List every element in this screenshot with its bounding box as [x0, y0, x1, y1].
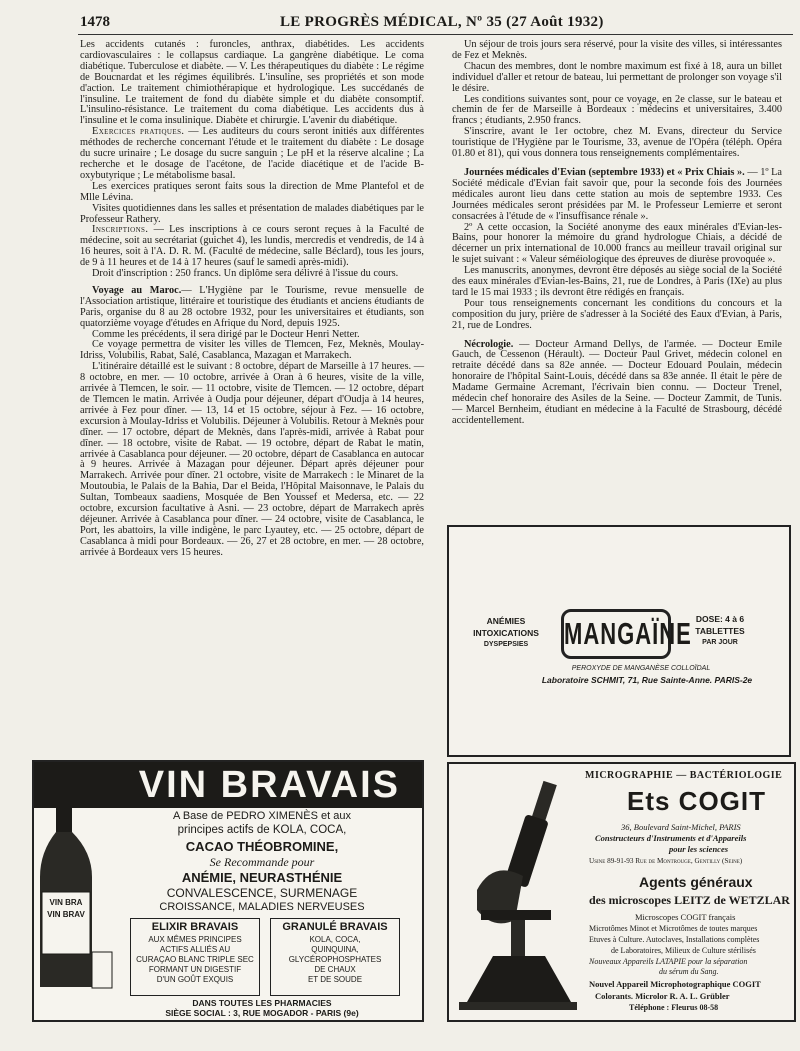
cogit-leitz: des microscopes LEITZ de WETZLAR [589, 893, 790, 907]
paragraph: Visites quotidiennes dans les salles et présentation de malades diabétiques par le Professeur Rathery. [80, 202, 424, 225]
elixir-text: FORMANT UN DIGESTIF [148, 965, 242, 974]
elixir-text: AUX MÊMES PRINCIPES [148, 935, 242, 944]
microscope-icon [453, 780, 583, 1012]
granule-text: QUINQUINA, [311, 945, 359, 954]
paragraph: Les manuscrits, anonymes, devront être déposés au siège social de la Société des eaux minérales d'Evian-les-Bains, 21, rue de Londres, à Paris (IXe) au plus tard le 15 mai 1933 ; ils devront être rédigés en français. [452, 265, 782, 298]
paragraph: Chacun des membres, dont le nombre maximum est fixé à 18, aura un billet individuel d'aller et retour de bateau, lui permettant de prolonger son voyage s'il le désire. [452, 60, 782, 94]
paragraph-text: — Les inscriptions à ce cours seront reçues à la Faculté de médecine, soit au secrétariat (guichet 4), les lundis, mercredis et vendredis, de 14 à 16 heures, soit à l'A. D. R. M. (Faculté de médecine, salle Béclard), tous les jours, de 9 à 11 heures et de 14 à 17 heures (sauf le samedi après-midi). [80, 224, 424, 269]
mangaine-advertisement [447, 525, 791, 757]
right-column [452, 40, 782, 427]
vin-text-line: principes actifs de KOLA, COCA, [177, 824, 347, 836]
paragraph-text: — 1º La Société médicale d'Evian fait savoir que, pour la seconde fois des Journées médicales auront lieu dans cette station au mois de septembre 1933. Ces Journées médicales seront présidées par M. le Professeur Lemierre et seront consacrées à l'étude de « l'insuffisance rénale ». [452, 166, 782, 222]
vin-footer [112, 998, 412, 1018]
paragraph-text: — L'Hygiène par le Tourisme, revue mensuelle de l'Association artistique, littéraire et touristique des étudiants et anciens étudiants de Paris, organise du 8 au 28 octobre 1932, pour les universitaires et étudiants, son quatorzième voyage d'études en Afrique du Nord, depuis 1925. [80, 284, 424, 329]
cogit-text: Nouveaux Appareils LATAPIE pour la séparation [589, 957, 748, 966]
mangaine-dosage [677, 613, 763, 649]
granule-text: DE CHAUX [314, 965, 356, 974]
section-heading: Voyage au Maroc. [92, 284, 182, 296]
page-header [80, 8, 780, 34]
elixir-box [130, 918, 260, 996]
brand-name: MANGAÏNE [564, 615, 692, 651]
indication-text: DYSPEPSIES [483, 641, 529, 648]
paragraph: Un séjour de trois jours sera réservé, pour la visite des villes, si intéressantes de Fez et Meknès. [452, 39, 782, 61]
paragraph: Droit d'inscription : 250 francs. Un diplôme sera délivré à l'issue du cours. [92, 268, 399, 280]
cogit-heading: MICROGRAPHIE — BACTÉRIOLOGIE [585, 770, 783, 781]
dosage-text: PAR JOUR [702, 639, 738, 646]
bottle-label [42, 897, 90, 921]
page-number: 1478 [80, 14, 110, 30]
paragraph [80, 225, 424, 269]
cogit-text: de Laboratoires, Milieux de Culture stérilisés [611, 946, 756, 955]
paragraph: Pour tous renseignements concernant les conditions du concours et la composition du jury, prière de s'adresser à la Société des Eaux d'Evian, à Paris, 21, rue de Londres. [452, 297, 782, 331]
elixir-text: D'UN GOÛT EXQUIS [156, 975, 234, 984]
vin-bravais-advertisement [32, 760, 424, 1022]
wine-bottle-icon [36, 782, 114, 992]
paragraph-text: — Docteur Armand Dellys, de l'armée. — Docteur Emile Gauch, de Cessenon (Hérault). — Docteur Paul Grivet, médecin colonel en retraite décédé dans sa 82e année. — Docteur Edouard Poulain, médecin honoraire de l'hôpital Saint-Louis, décédé dans sa 83e année. Il était le père de Madame Germaine Acremant, l'écrivain bien connu. — Docteur Trenel, médecin chef honoraire des Asiles de la Seine. — Docteur Zammit, de Tunis. — Marcel Bernheim, étudiant en médecine à la Faculté de Strasbourg, décédé accidentellement. [452, 338, 782, 426]
dosage-text: TABLETTES [695, 626, 745, 636]
section-heading: Exercices pratiques. [92, 126, 185, 138]
granule-text: GLYCÉROPHOSPHATES [288, 955, 382, 964]
paragraph: Comme les précédents, il sera dirigé par le Docteur Henri Netter. [92, 328, 360, 340]
paragraph: Les exercices pratiques seront faits sous la direction de Mme Plantefol et de Mlle Lévina. [80, 180, 424, 203]
cogit-text: Usine 89-91-93 Rue de Montrouge, Gentilly (Seine) [589, 857, 743, 865]
section-heading: Nécrologie. [464, 338, 514, 350]
paragraph-text: — Les auditeurs du cours seront initiés aux différentes méthodes de recherche concernant l'étude et le traitement du diabète : Le dosage du sucre urinaire ; Le dosage du sucre sanguin ; Le pH et la réserve alcaline ; La recherche et le dosage de l'acétone, de l'acide diacétique et de l'acide B-oxybutyrique ; Le métabolisme basal. [80, 126, 424, 181]
granule-text: ET DE SOUDE [307, 975, 363, 984]
bottle-label-text: VIN BRA [49, 898, 83, 907]
header-rule [78, 34, 793, 35]
elixir-text: ACTIFS ALLIÉS AU [159, 945, 231, 954]
mangaine-subtitle: PEROXYDE DE MANGANÈSE COLLOÏDAL [571, 665, 711, 672]
elixir-heading: ELIXIR BRAVAIS [151, 921, 239, 933]
cogit-phone: Téléphone : Fleurus 08-58 [629, 1003, 719, 1012]
cogit-text: Etuves à Culture. Autoclaves, Installations complètes [589, 935, 760, 944]
section-heading: Inscriptions. [92, 224, 149, 236]
vin-text-line: ANÉMIE, NEURASTHÉNIE [181, 870, 343, 885]
granule-text: KOLA, COCA, [309, 935, 361, 944]
cogit-text: pour les sciences [669, 844, 729, 854]
paragraph: L'itinéraire détaillé est le suivant : 8 octobre, départ de Marseille à 17 heures. — 8 octobre, en mer. — 10 octobre, arrivée à Oran à 6 heures, visite de la ville, arrivée à Tlemcen, le soir. — 11 octobre, visite de Tlemcen. — 12 octobre, départ de Tlemcen le matin. Arrivée à Oudja pour déjeuner, départ d'Oudja à 14 heures, arrivée à Fez pour dîner. — 13, 14 et 15 octobre, séjour à Fez. — 16 octobre, excursion à Moulay-Idriss et Volubilis. Déjeuner à Volubilis. Retour à Meknès pour dîner. — 17 octobre, départ de Meknès, dans l'après-midi, arrivée à Rabat pour dîner. — 18 octobre, visite de Rabat. — 19 octobre, départ de Rabat le matin, arrivée à Casablanca pour déjeuner. — 20 octobre, départ de Casablanca en autocar à 9 heures. Arrivée à Mazagan pour déjeuner. Départ après déjeuner pour Marrakech. Arrivée pour dîner. 21 octobre, visite de Marrakech : le Minaret de la Moutoubia, le Palais de la Bahia, Dar el Beida, l'Hôpital Maisonnave, le Palais du Sultan, Tombeaux saadiens, Mosquée de Ben Youssef et Medersa, etc. — 22 octobre, excursion facultative à Asni. — 23 octobre, départ de Marrakech après déjeuner. Arrivée à Casablanca pour dîner. — 24 octobre, visite de Casablanca, le Port, les abattoirs, la ville indigène, le parc Lyautey, etc. — 25 octobre, départ de Casablanca à midi pour Bordeaux. — 26, 27 et 28 octobre, en mer. — 28 octobre, arrivée à Bordeaux vers 15 heures. [80, 361, 424, 558]
elixir-text: CURAÇAO BLANC TRIPLE SEC [136, 955, 254, 964]
cogit-text: Microtômes Minot et Microtômes de toutes marques [589, 924, 758, 933]
paragraph: Ce voyage permettra de visiter les villes de Tlemcen, Fez, Meknès, Moulay-Idriss, Volubilis, Rabat, Salé, Casablanca, Mazagan et Marrakech. [80, 339, 424, 362]
vin-bravais-title: VIN BRAVAIS [34, 762, 422, 808]
cogit-advertisement [447, 762, 796, 1022]
vin-footer-text: SIÈGE SOCIAL : 3, RUE MOGADOR - PARIS (9e) [165, 1008, 359, 1018]
indication-text: INTOXICATIONS [473, 628, 539, 638]
paragraph: S'inscrire, avant le 1er octobre, chez M. Evans, directeur du Service touristique de l'Hygiène par le Tourisme, 33, avenue de l'Opéra (téléph. Opéra 01.80 et 81), qui vous donnera tous renseignements complémentaires. [452, 126, 782, 160]
dosage-text: DOSE: 4 à 6 [695, 614, 745, 624]
granule-heading: GRANULÉ BRAVAIS [282, 921, 388, 933]
cogit-text: Constructeurs d'Instruments et d'Appareils [595, 833, 747, 843]
journal-title: LE PROGRÈS MÉDICAL, Nº 35 (27 Août 1932) [280, 14, 604, 30]
cogit-text: du sérum du Sang. [659, 967, 719, 976]
paragraph [452, 340, 782, 427]
vin-text-line: CROISSANCE, MALADIES NERVEUSES [159, 901, 365, 913]
paragraph [80, 286, 424, 330]
vin-text-line: Se Recommande pour [209, 855, 315, 869]
paragraph: Les conditions suivantes sont, pour ce voyage, en 2e classe, sur le bateau et chemin de fer de Marseille à Bordeaux : médecins et universitaires, 3.400 francs ; étudiants, 2.950 francs. [452, 93, 782, 127]
vin-text-line: CACAO THÉOBROMINE, [185, 839, 339, 854]
cogit-text: Colorants. Microlor R. A. L. Grübler [595, 991, 730, 1001]
cogit-address: 36, Boulevard Saint-Michel, PARIS [621, 822, 741, 832]
paragraph: Les accidents cutanés : furoncles, anthrax, diabétides. Les accidents cardiovasculaires : le collapsus cardiaque. La gangrène diabétique. Le coma diabétique. Tuberculose et diabète. — V. Les thérapeutiques du diabète : Le régime de Boucnardat et les régimes équilibrés. L'insuline, ses propriétés et son mode d'action. Le traitement chimiothérapique et hydrologique. Les succédanés de l'insuline. Le traitement de fond du diabète simple et du diabète consomptif. L'insulino-résistance. Le traitement du coma diabétique. Les accidents dus à l'insuline et le coma insulinique. Diabète et chirurgie. L'avenir du diabétique. [80, 39, 424, 127]
vin-text-line: A Base de PEDRO XIMENÈS et aux [173, 810, 351, 822]
paragraph: 2º A cette occasion, la Société anonyme des eaux minérales d'Evian-les-Bains, pour honorer la mémoire du grand hydrologue Chiais, a décidé de décerner un prix international de 10.000 francs au meilleur travail original sur le sujet suivant : « Valeur séméiologique des épreuves de diurèse provoquée ». [452, 221, 782, 266]
cogit-text: Microscopes COGIT français [635, 912, 736, 922]
granule-box [270, 918, 400, 996]
mangaine-laboratory: Laboratoire SCHMIT, 71, Rue Sainte-Anne. PARIS-2e [541, 675, 753, 685]
cogit-text: Nouvel Appareil Microphotographique COGIT [589, 979, 761, 989]
left-column [80, 40, 424, 559]
paragraph [80, 127, 424, 182]
paragraph [452, 168, 782, 223]
cogit-brand: Ets COGIT [627, 786, 767, 816]
mangaine-indications [471, 615, 541, 651]
bottle-label-text: VIN BRAV [47, 910, 85, 919]
mangaine-logo [561, 609, 692, 659]
vin-text-line: CONVALESCENCE, SURMENAGE [166, 886, 358, 900]
cogit-agents: Agents généraux [639, 874, 753, 890]
indication-text: ANÉMIES [486, 616, 526, 626]
section-heading: Journées médicales d'Evian (septembre 1933) et « Prix Chiais ». [464, 166, 745, 178]
vin-footer-text: DANS TOUTES LES PHARMACIES [192, 998, 332, 1008]
